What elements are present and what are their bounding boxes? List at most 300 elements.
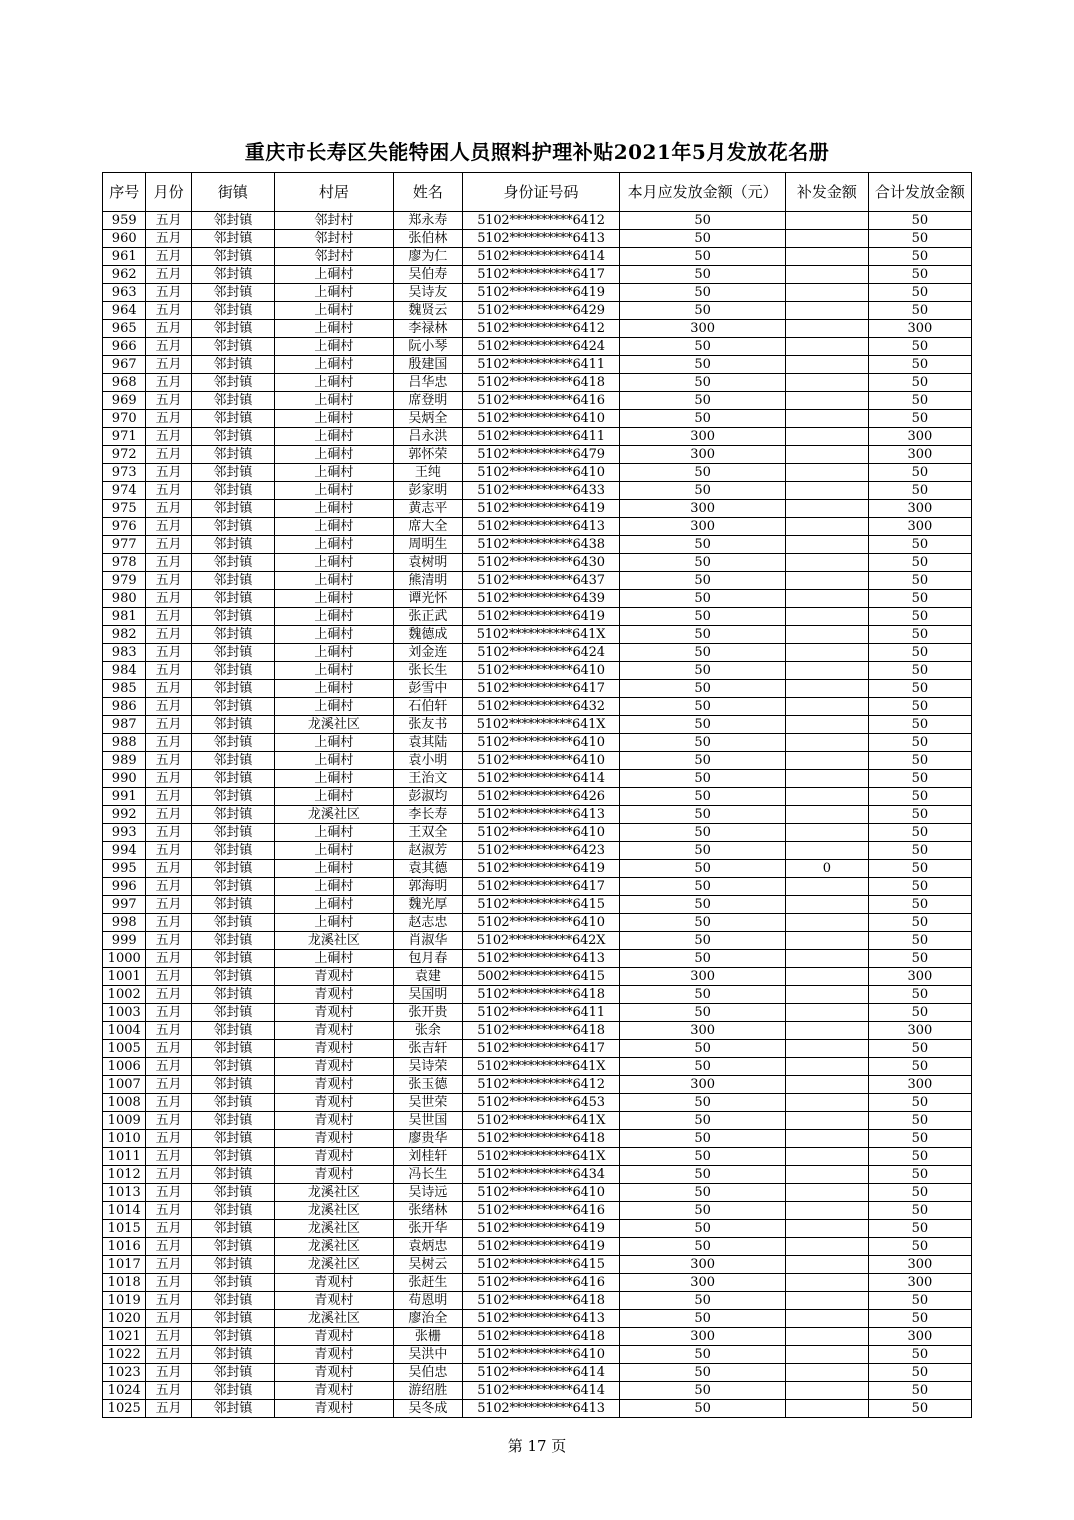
town-cell: 邻封镇 (191, 842, 274, 860)
town-cell: 邻封镇 (191, 410, 274, 428)
supplement-cell (786, 320, 869, 338)
id-number-cell: 5102**********6419 (462, 1220, 620, 1238)
village-cell: 上硐村 (274, 428, 393, 446)
id-number-cell: 5102**********642X (462, 932, 620, 950)
village-cell: 上硐村 (274, 500, 393, 518)
village-cell: 龙溪社区 (274, 1256, 393, 1274)
id-number-cell: 5102**********6418 (462, 1022, 620, 1040)
id-number-cell: 5102**********6424 (462, 338, 620, 356)
table-row (103, 680, 972, 698)
village-cell: 上硐村 (274, 266, 393, 284)
seq-cell: 974 (103, 482, 146, 500)
village-cell: 青观村 (274, 1328, 393, 1346)
name-cell: 吴诗远 (393, 1184, 462, 1202)
month-cell: 五月 (146, 1202, 191, 1220)
roster-table (102, 172, 972, 1418)
month-cell: 五月 (146, 860, 191, 878)
seq-cell: 1005 (103, 1040, 146, 1058)
monthly-amount-cell: 50 (620, 464, 786, 482)
seq-cell: 988 (103, 734, 146, 752)
seq-cell: 980 (103, 590, 146, 608)
seq-cell: 1008 (103, 1094, 146, 1112)
town-cell: 邻封镇 (191, 608, 274, 626)
supplement-cell (786, 1292, 869, 1310)
village-cell: 上硐村 (274, 698, 393, 716)
total-cell: 50 (868, 644, 971, 662)
town-cell: 邻封镇 (191, 770, 274, 788)
seq-cell: 1002 (103, 986, 146, 1004)
id-number-cell: 5102**********6411 (462, 356, 620, 374)
name-cell: 袁其陆 (393, 734, 462, 752)
village-cell: 龙溪社区 (274, 1202, 393, 1220)
month-cell: 五月 (146, 788, 191, 806)
town-cell: 邻封镇 (191, 986, 274, 1004)
total-cell: 50 (868, 464, 971, 482)
town-cell: 邻封镇 (191, 824, 274, 842)
name-cell: 苟恩明 (393, 1292, 462, 1310)
id-number-cell: 5102**********6439 (462, 590, 620, 608)
id-number-cell: 5102**********6415 (462, 896, 620, 914)
table-row (103, 392, 972, 410)
month-cell: 五月 (146, 1238, 191, 1256)
supplement-cell (786, 392, 869, 410)
id-number-cell: 5102**********6418 (462, 986, 620, 1004)
seq-cell: 999 (103, 932, 146, 950)
table-row (103, 896, 972, 914)
town-cell: 邻封镇 (191, 1022, 274, 1040)
col-header-village: 村居 (274, 173, 393, 212)
table-row (103, 338, 972, 356)
seq-cell: 996 (103, 878, 146, 896)
id-number-cell: 5102**********6438 (462, 536, 620, 554)
monthly-amount-cell: 50 (620, 266, 786, 284)
total-cell: 50 (868, 284, 971, 302)
supplement-cell (786, 824, 869, 842)
seq-cell: 964 (103, 302, 146, 320)
village-cell: 青观村 (274, 1004, 393, 1022)
monthly-amount-cell: 50 (620, 590, 786, 608)
village-cell: 上硐村 (274, 482, 393, 500)
table-row (103, 806, 972, 824)
table-row (103, 518, 972, 536)
town-cell: 邻封镇 (191, 1310, 274, 1328)
monthly-amount-cell: 50 (620, 752, 786, 770)
month-cell: 五月 (146, 1022, 191, 1040)
total-cell: 50 (868, 806, 971, 824)
town-cell: 邻封镇 (191, 356, 274, 374)
month-cell: 五月 (146, 1292, 191, 1310)
village-cell: 上硐村 (274, 464, 393, 482)
town-cell: 邻封镇 (191, 950, 274, 968)
total-cell: 50 (868, 896, 971, 914)
village-cell: 龙溪社区 (274, 806, 393, 824)
month-cell: 五月 (146, 1004, 191, 1022)
name-cell: 袁炳忠 (393, 1238, 462, 1256)
month-cell: 五月 (146, 374, 191, 392)
month-cell: 五月 (146, 1166, 191, 1184)
village-cell: 青观村 (274, 1364, 393, 1382)
seq-cell: 1010 (103, 1130, 146, 1148)
id-number-cell: 5102**********6479 (462, 446, 620, 464)
town-cell: 邻封镇 (191, 428, 274, 446)
village-cell: 龙溪社区 (274, 1310, 393, 1328)
village-cell: 上硐村 (274, 554, 393, 572)
town-cell: 邻封镇 (191, 1346, 274, 1364)
id-number-cell: 5102**********6410 (462, 752, 620, 770)
id-number-cell: 5102**********6412 (462, 1076, 620, 1094)
village-cell: 上硐村 (274, 374, 393, 392)
town-cell: 邻封镇 (191, 878, 274, 896)
seq-cell: 994 (103, 842, 146, 860)
seq-cell: 981 (103, 608, 146, 626)
total-cell: 50 (868, 356, 971, 374)
total-cell: 50 (868, 608, 971, 626)
table-row (103, 1220, 972, 1238)
supplement-cell (786, 662, 869, 680)
village-cell: 上硐村 (274, 860, 393, 878)
table-row (103, 1004, 972, 1022)
town-cell: 邻封镇 (191, 1400, 274, 1418)
village-cell: 上硐村 (274, 914, 393, 932)
monthly-amount-cell: 50 (620, 1004, 786, 1022)
id-number-cell: 5102**********6410 (462, 1184, 620, 1202)
town-cell: 邻封镇 (191, 716, 274, 734)
seq-cell: 982 (103, 626, 146, 644)
total-cell: 50 (868, 662, 971, 680)
seq-cell: 1013 (103, 1184, 146, 1202)
id-number-cell: 5102**********6417 (462, 1040, 620, 1058)
name-cell: 袁建 (393, 968, 462, 986)
id-number-cell: 5102**********6424 (462, 644, 620, 662)
supplement-cell (786, 914, 869, 932)
total-cell: 50 (868, 1166, 971, 1184)
supplement-cell (786, 1346, 869, 1364)
supplement-cell (786, 482, 869, 500)
town-cell: 邻封镇 (191, 212, 274, 230)
id-number-cell: 5102**********6433 (462, 482, 620, 500)
table-row (103, 1022, 972, 1040)
seq-cell: 977 (103, 536, 146, 554)
month-cell: 五月 (146, 302, 191, 320)
id-number-cell: 5102**********6410 (462, 464, 620, 482)
monthly-amount-cell: 50 (620, 644, 786, 662)
month-cell: 五月 (146, 338, 191, 356)
seq-cell: 978 (103, 554, 146, 572)
village-cell: 青观村 (274, 968, 393, 986)
table-row (103, 266, 972, 284)
month-cell: 五月 (146, 1346, 191, 1364)
name-cell: 石伯轩 (393, 698, 462, 716)
seq-cell: 1000 (103, 950, 146, 968)
monthly-amount-cell: 50 (620, 248, 786, 266)
table-row (103, 932, 972, 950)
total-cell: 50 (868, 788, 971, 806)
month-cell: 五月 (146, 662, 191, 680)
month-cell: 五月 (146, 1220, 191, 1238)
name-cell: 廖贵华 (393, 1130, 462, 1148)
total-cell: 300 (868, 1328, 971, 1346)
town-cell: 邻封镇 (191, 446, 274, 464)
name-cell: 刘金连 (393, 644, 462, 662)
month-cell: 五月 (146, 1328, 191, 1346)
town-cell: 邻封镇 (191, 1274, 274, 1292)
roster-body (103, 212, 972, 1418)
total-cell: 50 (868, 410, 971, 428)
table-row (103, 1364, 972, 1382)
col-header-name: 姓名 (393, 173, 462, 212)
month-cell: 五月 (146, 212, 191, 230)
village-cell: 青观村 (274, 1130, 393, 1148)
monthly-amount-cell: 50 (620, 1094, 786, 1112)
monthly-amount-cell: 50 (620, 1202, 786, 1220)
seq-cell: 962 (103, 266, 146, 284)
col-header-monthly-amount: 本月应发放金额（元） (620, 173, 786, 212)
table-row (103, 356, 972, 374)
seq-cell: 1011 (103, 1148, 146, 1166)
name-cell: 吕华忠 (393, 374, 462, 392)
supplement-cell (786, 1400, 869, 1418)
seq-cell: 960 (103, 230, 146, 248)
name-cell: 吴伯寿 (393, 266, 462, 284)
id-number-cell: 5102**********6437 (462, 572, 620, 590)
monthly-amount-cell: 300 (620, 1076, 786, 1094)
name-cell: 张栅 (393, 1328, 462, 1346)
table-row (103, 500, 972, 518)
town-cell: 邻封镇 (191, 968, 274, 986)
table-row (103, 698, 972, 716)
supplement-cell (786, 1184, 869, 1202)
seq-cell: 1006 (103, 1058, 146, 1076)
town-cell: 邻封镇 (191, 518, 274, 536)
village-cell: 上硐村 (274, 788, 393, 806)
month-cell: 五月 (146, 1094, 191, 1112)
total-cell: 300 (868, 518, 971, 536)
seq-cell: 989 (103, 752, 146, 770)
name-cell: 王治文 (393, 770, 462, 788)
month-cell: 五月 (146, 554, 191, 572)
table-row (103, 662, 972, 680)
town-cell: 邻封镇 (191, 464, 274, 482)
seq-cell: 995 (103, 860, 146, 878)
table-row (103, 302, 972, 320)
id-number-cell: 5102**********6412 (462, 320, 620, 338)
village-cell: 上硐村 (274, 644, 393, 662)
supplement-cell (786, 644, 869, 662)
supplement-cell (786, 788, 869, 806)
town-cell: 邻封镇 (191, 302, 274, 320)
id-number-cell: 5102**********6429 (462, 302, 620, 320)
village-cell: 上硐村 (274, 518, 393, 536)
town-cell: 邻封镇 (191, 914, 274, 932)
total-cell: 300 (868, 320, 971, 338)
village-cell: 上硐村 (274, 590, 393, 608)
table-row (103, 1148, 972, 1166)
supplement-cell (786, 338, 869, 356)
name-cell: 吕永洪 (393, 428, 462, 446)
monthly-amount-cell: 50 (620, 1400, 786, 1418)
town-cell: 邻封镇 (191, 932, 274, 950)
monthly-amount-cell: 50 (620, 1382, 786, 1400)
month-cell: 五月 (146, 320, 191, 338)
monthly-amount-cell: 50 (620, 950, 786, 968)
monthly-amount-cell: 50 (620, 914, 786, 932)
monthly-amount-cell: 50 (620, 1220, 786, 1238)
monthly-amount-cell: 50 (620, 1112, 786, 1130)
total-cell: 300 (868, 1274, 971, 1292)
table-row (103, 212, 972, 230)
seq-cell: 961 (103, 248, 146, 266)
name-cell: 王双全 (393, 824, 462, 842)
monthly-amount-cell: 50 (620, 1364, 786, 1382)
monthly-amount-cell: 50 (620, 1166, 786, 1184)
monthly-amount-cell: 300 (620, 320, 786, 338)
name-cell: 吴诗荣 (393, 1058, 462, 1076)
village-cell: 邻封村 (274, 230, 393, 248)
total-cell: 50 (868, 482, 971, 500)
seq-cell: 979 (103, 572, 146, 590)
month-cell: 五月 (146, 1364, 191, 1382)
id-number-cell: 5102**********6415 (462, 1256, 620, 1274)
name-cell: 张绪林 (393, 1202, 462, 1220)
monthly-amount-cell: 50 (620, 302, 786, 320)
supplement-cell (786, 1058, 869, 1076)
supplement-cell: 0 (786, 860, 869, 878)
supplement-cell (786, 806, 869, 824)
total-cell: 50 (868, 824, 971, 842)
seq-cell: 1012 (103, 1166, 146, 1184)
name-cell: 张玉德 (393, 1076, 462, 1094)
month-cell: 五月 (146, 518, 191, 536)
monthly-amount-cell: 300 (620, 446, 786, 464)
supplement-cell (786, 1166, 869, 1184)
supplement-cell (786, 752, 869, 770)
monthly-amount-cell: 50 (620, 788, 786, 806)
seq-cell: 969 (103, 392, 146, 410)
id-number-cell: 5102**********6414 (462, 1382, 620, 1400)
supplement-cell (786, 1274, 869, 1292)
id-number-cell: 5102**********6430 (462, 554, 620, 572)
name-cell: 席大全 (393, 518, 462, 536)
town-cell: 邻封镇 (191, 1184, 274, 1202)
table-row (103, 1382, 972, 1400)
table-row (103, 1310, 972, 1328)
total-cell: 50 (868, 374, 971, 392)
table-row (103, 428, 972, 446)
monthly-amount-cell: 50 (620, 392, 786, 410)
table-row (103, 1238, 972, 1256)
total-cell: 50 (868, 1094, 971, 1112)
total-cell: 300 (868, 446, 971, 464)
table-row (103, 1256, 972, 1274)
total-cell: 50 (868, 1004, 971, 1022)
total-cell: 50 (868, 266, 971, 284)
monthly-amount-cell: 300 (620, 428, 786, 446)
town-cell: 邻封镇 (191, 806, 274, 824)
total-cell: 50 (868, 1220, 971, 1238)
month-cell: 五月 (146, 1400, 191, 1418)
monthly-amount-cell: 50 (620, 896, 786, 914)
table-row (103, 572, 972, 590)
month-cell: 五月 (146, 914, 191, 932)
month-cell: 五月 (146, 950, 191, 968)
page-title: 重庆市长寿区失能特困人员照料护理补贴2021年5月发放花名册 (244, 140, 830, 164)
village-cell: 青观村 (274, 1274, 393, 1292)
village-cell: 龙溪社区 (274, 932, 393, 950)
col-header-id-number: 身份证号码 (462, 173, 620, 212)
supplement-cell (786, 536, 869, 554)
supplement-cell (786, 1022, 869, 1040)
id-number-cell: 5102**********6414 (462, 1364, 620, 1382)
name-cell: 刘桂轩 (393, 1148, 462, 1166)
seq-cell: 991 (103, 788, 146, 806)
seq-cell: 1020 (103, 1310, 146, 1328)
month-cell: 五月 (146, 968, 191, 986)
town-cell: 邻封镇 (191, 1094, 274, 1112)
table-row (103, 644, 972, 662)
table-row (103, 1346, 972, 1364)
supplement-cell (786, 878, 869, 896)
village-cell: 青观村 (274, 1292, 393, 1310)
town-cell: 邻封镇 (191, 1256, 274, 1274)
total-cell: 50 (868, 770, 971, 788)
table-row (103, 554, 972, 572)
id-number-cell: 5102**********6410 (462, 662, 620, 680)
village-cell: 上硐村 (274, 896, 393, 914)
total-cell: 50 (868, 338, 971, 356)
seq-cell: 987 (103, 716, 146, 734)
supplement-cell (786, 626, 869, 644)
village-cell: 上硐村 (274, 446, 393, 464)
name-cell: 吴世荣 (393, 1094, 462, 1112)
supplement-cell (786, 1364, 869, 1382)
month-cell: 五月 (146, 428, 191, 446)
id-number-cell: 5102**********6413 (462, 518, 620, 536)
town-cell: 邻封镇 (191, 1382, 274, 1400)
table-row (103, 788, 972, 806)
table-row (103, 968, 972, 986)
town-cell: 邻封镇 (191, 392, 274, 410)
supplement-cell (786, 1202, 869, 1220)
id-number-cell: 5102**********6416 (462, 392, 620, 410)
monthly-amount-cell: 50 (620, 230, 786, 248)
month-cell: 五月 (146, 806, 191, 824)
village-cell: 青观村 (274, 1076, 393, 1094)
total-cell: 50 (868, 212, 971, 230)
name-cell: 周明生 (393, 536, 462, 554)
table-row (103, 608, 972, 626)
table-row (103, 752, 972, 770)
table-row (103, 482, 972, 500)
town-cell: 邻封镇 (191, 680, 274, 698)
month-cell: 五月 (146, 896, 191, 914)
month-cell: 五月 (146, 1130, 191, 1148)
month-cell: 五月 (146, 1256, 191, 1274)
table-row (103, 284, 972, 302)
seq-cell: 1004 (103, 1022, 146, 1040)
seq-cell: 959 (103, 212, 146, 230)
table-row (103, 248, 972, 266)
month-cell: 五月 (146, 932, 191, 950)
name-cell: 吴炳全 (393, 410, 462, 428)
total-cell: 50 (868, 302, 971, 320)
id-number-cell: 5102**********6414 (462, 248, 620, 266)
supplement-cell (786, 590, 869, 608)
monthly-amount-cell: 50 (620, 482, 786, 500)
town-cell: 邻封镇 (191, 500, 274, 518)
id-number-cell: 5102**********6419 (462, 284, 620, 302)
village-cell: 青观村 (274, 1022, 393, 1040)
monthly-amount-cell: 300 (620, 968, 786, 986)
